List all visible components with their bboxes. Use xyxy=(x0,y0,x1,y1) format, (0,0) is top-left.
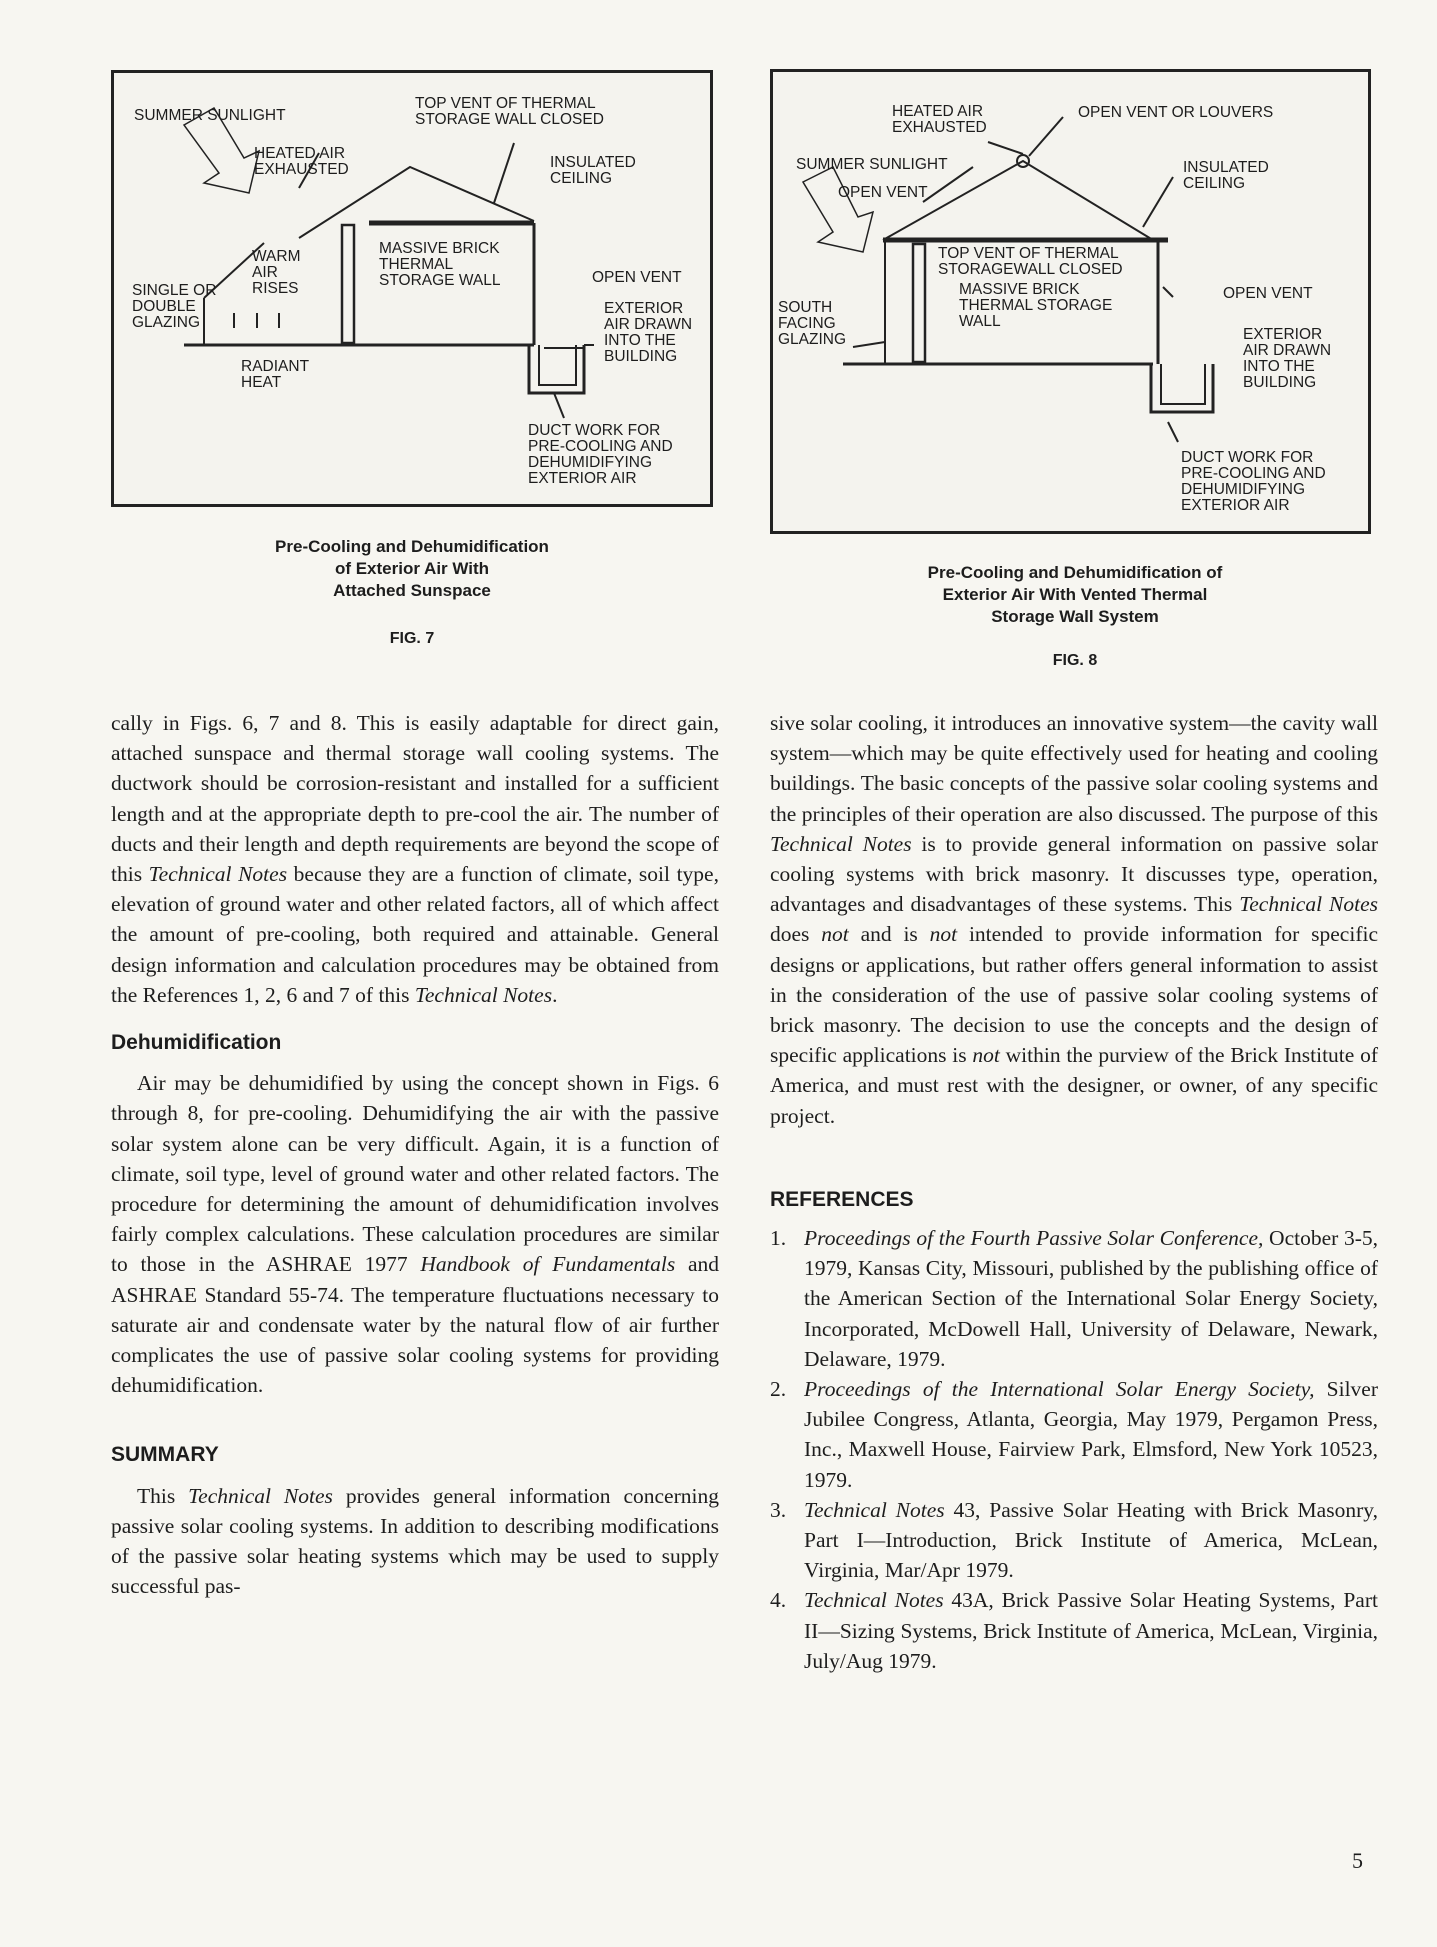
fig7-label-warm-air: WARM AIR RISES xyxy=(252,248,301,297)
figure-8-number: FIG. 8 xyxy=(1052,652,1098,669)
fig8-label-open-vent-louvers: OPEN VENT OR LOUVERS xyxy=(1078,104,1274,121)
fig7-label-duct-work: DUCT WORK FOR PRE-COOLING AND DEHUMIDIFYING EXTERIOR AIR xyxy=(528,422,673,487)
reference-item: 1. Proceedings of the Fourth Passive Solar Conference, October 3-5, 1979, Kansas City, Missouri, published by the publishing office of the American Section of the International Solar Energy Society, Incorporated, McDowell Hall, University of Delaware, Newark, Delaware, 1979. xyxy=(770,1226,1378,1371)
fig8-label-massive-brick: MASSIVE BRICK THERMAL STORAGE WALL xyxy=(959,281,1113,330)
fig8-label-summer-sunlight: SUMMER SUNLIGHT xyxy=(796,156,948,173)
references-heading: REFERENCES xyxy=(770,1187,914,1211)
fig7-label-single-double: SINGLE OR DOUBLE GLAZING xyxy=(132,282,217,331)
fig8-label-duct-work: DUCT WORK FOR PRE-COOLING AND DEHUMIDIFYING EXTERIOR AIR xyxy=(1181,449,1326,514)
figure-7-caption: Pre-Cooling and Dehumidification of Exterior Air With Attached Sunspace xyxy=(275,537,549,600)
figure-8-diagram xyxy=(770,69,1371,534)
fig7-label-exterior-air: EXTERIOR AIR DRAWN INTO THE BUILDING xyxy=(604,300,693,365)
summary-continuation: sive solar cooling, it introduces an innovative system—the cavity wall system—which may be quite effectively used for heating and cooling buildings. The basic concepts of the passive solar cooling systems and the principles of their operation are also discussed. The purpose of this Technical Notes is to provide general information on passive solar cooling systems with brick masonry. It discusses type, operation, advantages and disadvantages of these systems. This Technical Notes does not and is not intended to provide information for specific designs or applications, but rather offers general information to assist in the consideration of the use of passive solar cooling systems of brick masonry. The decision to use the concepts and the design of specific applications is not within the purview of the Brick Institute of America, and must rest with the designer, or owner, of any specific project. xyxy=(770,711,1378,1128)
intro-paragraph: cally in Figs. 6, 7 and 8. This is easily adaptable for direct gain, attached sunspace and thermal storage wall cooling systems. The ductwork should be corrosion-resistant and installed for a sufficient length and at the appropriate depth to pre-cool the air. The number of ducts and their length and depth requirements are beyond the scope of this Technical Notes because they are a function of climate, soil type, elevation of ground water and other related factors, all of which affect the amount of pre-cooling, both required and attainable. General design information and calculation procedures may be obtained from the References 1, 2, 6 and 7 of this Technical Notes. xyxy=(111,711,719,1007)
fig8-label-south-facing: SOUTH FACING GLAZING xyxy=(778,299,847,348)
left-column xyxy=(111,708,719,1601)
reference-item: 2. Proceedings of the International Solar Energy Society, Silver Jubilee Congress, Atlanta, Georgia, May 1979, Pergamon Press, Inc., Maxwell House, Fairview Park, Elmsford, New York 10523, 1979. xyxy=(770,1377,1379,1492)
fig8-label-exterior-air: EXTERIOR AIR DRAWN INTO THE BUILDING xyxy=(1243,326,1332,391)
references-list xyxy=(770,1223,1378,1676)
figure-7-number: FIG. 7 xyxy=(389,630,435,647)
right-column xyxy=(770,708,1378,1676)
summary-heading: SUMMARY xyxy=(111,1443,219,1467)
fig7-label-massive-brick: MASSIVE BRICK THERMAL STORAGE WALL xyxy=(379,240,501,289)
fig8-label-insulated-ceiling: INSULATED CEILING xyxy=(1183,159,1269,192)
fig8-label-open-vent-top: OPEN VENT xyxy=(838,184,928,201)
fig7-label-summer-sunlight: SUMMER SUNLIGHT xyxy=(134,107,286,124)
fig8-label-open-vent: OPEN VENT xyxy=(1223,285,1313,302)
page-number: 5 xyxy=(1352,1848,1363,1873)
dehumidification-heading: Dehumidification xyxy=(111,1031,282,1055)
summary-paragraph: This Technical Notes provides general information concerning passive solar cooling systems. In addition to describing modifications of the passive solar heating systems which may be used to supply successful pas- xyxy=(111,1483,719,1599)
fig7-label-insulated-ceiling: INSULATED CEILING xyxy=(550,154,636,187)
reference-item: 4. Technical Notes 43A, Brick Passive Solar Heating Systems, Part II—Sizing Systems, Brick Institute of America, McLean, Virginia, July/Aug 1979. xyxy=(770,1588,1378,1673)
figure-8-caption: Pre-Cooling and Dehumidification of Exterior Air With Vented Thermal Storage Wall System xyxy=(927,563,1223,626)
fig7-label-heated-air: HEATED AIR EXHAUSTED xyxy=(254,145,349,178)
dehumidification-paragraph: Air may be dehumidified by using the concept shown in Figs. 6 through 8, for pre-cooling. Dehumidifying the air with the passive solar system alone can be very difficult. Again, it is a function of climate, soil type, level of ground water and other related factors. The procedure for determining the amount of dehumidification involves fairly complex calculations. These calculation procedures are similar to those in the ASHRAE 1977 Handbook of Fundamentals and ASHRAE Standard 55-74. The temperature fluctuations necessary to saturate air and condensate water by the natural flow of air further complicates the use of passive solar cooling systems for providing dehumidification. xyxy=(111,1071,720,1398)
fig8-label-heated-air: HEATED AIR EXHAUSTED xyxy=(892,103,987,136)
fig7-label-radiant-heat: RADIANT HEAT xyxy=(241,358,310,391)
reference-item: 3. Technical Notes 43, Passive Solar Heating with Brick Masonry, Part I—Introduction, Brick Institute of America, McLean, Virginia, Mar/Apr 1979. xyxy=(770,1497,1378,1583)
fig7-label-open-vent: OPEN VENT xyxy=(592,269,682,286)
figure-7-diagram xyxy=(111,70,713,507)
fig7-label-top-vent: TOP VENT OF THERMAL STORAGE WALL CLOSED xyxy=(415,95,604,128)
fig8-label-top-vent: TOP VENT OF THERMAL STORAGEWALL CLOSED xyxy=(938,245,1123,278)
